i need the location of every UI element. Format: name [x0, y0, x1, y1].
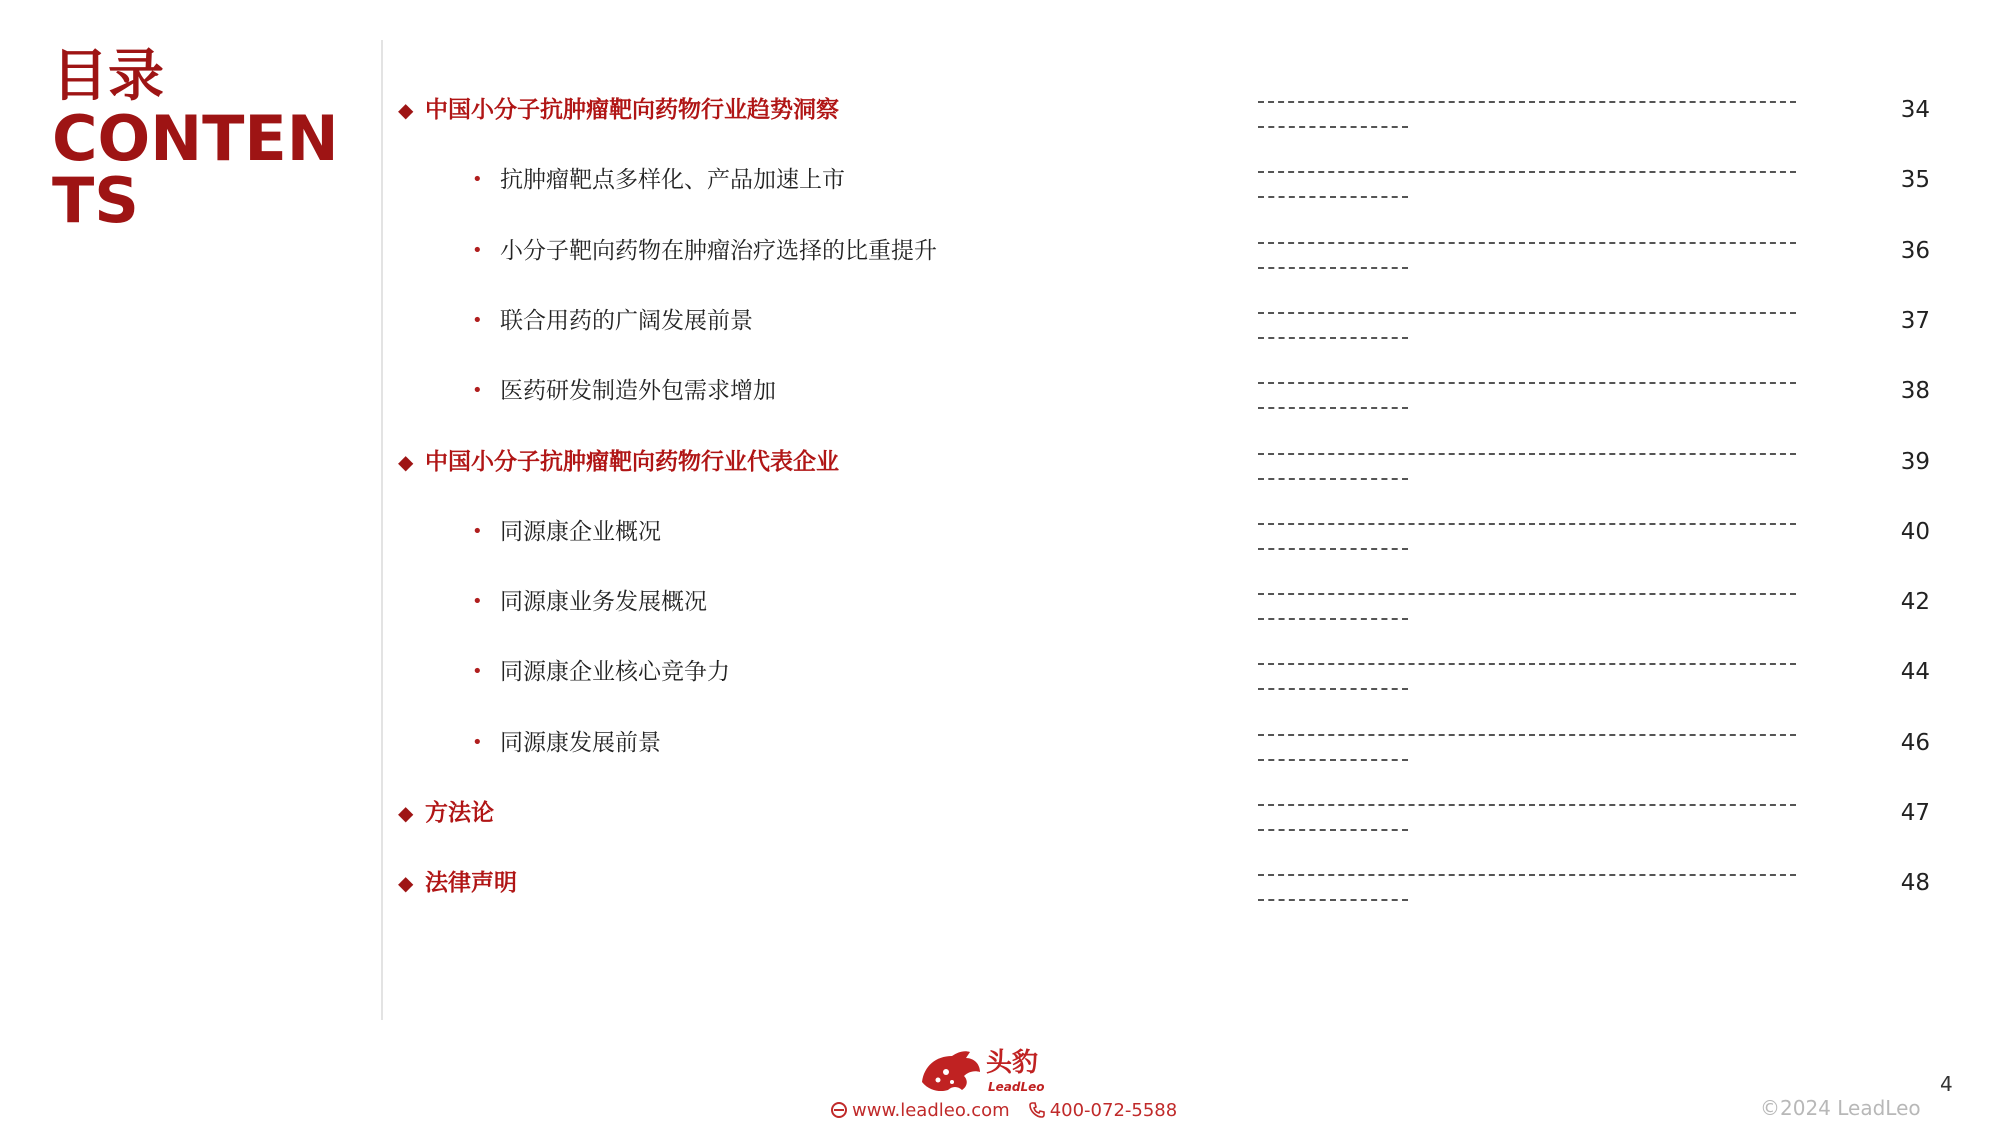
toc-row[interactable] — [0, 156, 2001, 206]
toc-label[interactable]: 法律声明 — [425, 870, 517, 896]
toc-page-number: 39 — [1900, 449, 1930, 475]
toc-row[interactable] — [0, 227, 2001, 277]
toc-leader-dashes — [1258, 367, 1798, 413]
diamond-bullet-icon: ◆ — [398, 450, 414, 474]
toc-leader-dashes — [1258, 859, 1798, 905]
toc-page-number: 46 — [1900, 730, 1930, 756]
toc-leader-dashes — [1258, 719, 1798, 765]
toc-label[interactable]: 同源康企业核心竞争力 — [500, 659, 730, 685]
phone-number: 400-072-5588 — [1049, 1100, 1178, 1121]
dot-bullet-icon: • — [472, 240, 483, 261]
toc-label[interactable]: 方法论 — [425, 800, 494, 826]
phone-icon — [1028, 1101, 1046, 1119]
toc-label[interactable]: 抗肿瘤靶点多样化、产品加速上市 — [500, 167, 845, 193]
toc-leader-dashes — [1258, 438, 1798, 484]
logo-subtitle: LeadLeo — [988, 1080, 1045, 1094]
toc-row[interactable] — [0, 859, 2001, 909]
dot-bullet-icon: • — [472, 380, 483, 401]
toc-label[interactable]: 中国小分子抗肿瘤靶向药物行业代表企业 — [425, 449, 839, 475]
toc-leader-dashes — [1258, 508, 1798, 554]
toc-page-number: 36 — [1900, 238, 1930, 264]
toc-label[interactable]: 小分子靶向药物在肿瘤治疗选择的比重提升 — [500, 238, 937, 264]
toc-page-number: 37 — [1900, 308, 1930, 334]
copyright-text: ©2024 LeadLeo — [1760, 1096, 1921, 1120]
toc-row[interactable] — [0, 86, 2001, 136]
toc-leader-dashes — [1258, 648, 1798, 694]
toc-title-zh: 目录 — [52, 44, 164, 109]
toc-row[interactable] — [0, 578, 2001, 628]
toc-page-number: 47 — [1900, 800, 1930, 826]
dot-bullet-icon: • — [472, 661, 483, 682]
dot-bullet-icon: • — [472, 591, 483, 612]
toc-leader-dashes — [1258, 578, 1798, 624]
slide-number: 4 — [1940, 1072, 1953, 1096]
toc-page-number: 35 — [1900, 167, 1930, 193]
toc-row[interactable] — [0, 508, 2001, 558]
dot-bullet-icon: • — [472, 310, 483, 331]
toc-page-number: 48 — [1900, 870, 1930, 896]
dot-bullet-icon: • — [472, 521, 483, 542]
toc-page-number: 34 — [1900, 97, 1930, 123]
toc-leader-dashes — [1258, 297, 1798, 343]
toc-label[interactable]: 联合用药的广阔发展前景 — [500, 308, 753, 334]
toc-row[interactable] — [0, 719, 2001, 769]
toc-row[interactable] — [0, 648, 2001, 698]
toc-leader-dashes — [1258, 789, 1798, 835]
toc-label[interactable]: 同源康企业概况 — [500, 519, 661, 545]
diamond-bullet-icon: ◆ — [398, 871, 414, 895]
website-link[interactable]: www.leadleo.com — [852, 1100, 1010, 1121]
toc-label[interactable]: 同源康发展前景 — [500, 730, 661, 756]
toc-title-en: CONTENTS — [52, 102, 339, 237]
toc-label[interactable]: 医药研发制造外包需求增加 — [500, 378, 776, 404]
toc-row[interactable] — [0, 367, 2001, 417]
web-icon — [830, 1101, 848, 1119]
toc-leader-dashes — [1258, 156, 1798, 202]
footer-contact — [830, 1098, 1177, 1124]
diamond-bullet-icon: ◆ — [398, 801, 414, 825]
dot-bullet-icon: • — [472, 732, 483, 753]
toc-leader-dashes — [1258, 86, 1798, 132]
toc-leader-dashes — [1258, 227, 1798, 273]
diamond-bullet-icon: ◆ — [398, 98, 414, 122]
toc-label[interactable]: 中国小分子抗肿瘤靶向药物行业趋势洞察 — [425, 97, 839, 123]
logo-wordmark: 头豹 — [986, 1048, 1039, 1078]
toc-row[interactable] — [0, 297, 2001, 347]
toc-row[interactable] — [0, 789, 2001, 839]
toc-label[interactable]: 同源康业务发展概况 — [500, 589, 707, 615]
toc-page-number: 38 — [1900, 378, 1930, 404]
dot-bullet-icon: • — [472, 169, 483, 190]
toc-page-number: 40 — [1900, 519, 1930, 545]
toc-row[interactable] — [0, 438, 2001, 488]
toc-page-number: 42 — [1900, 589, 1930, 615]
toc-page-number: 44 — [1900, 659, 1930, 685]
